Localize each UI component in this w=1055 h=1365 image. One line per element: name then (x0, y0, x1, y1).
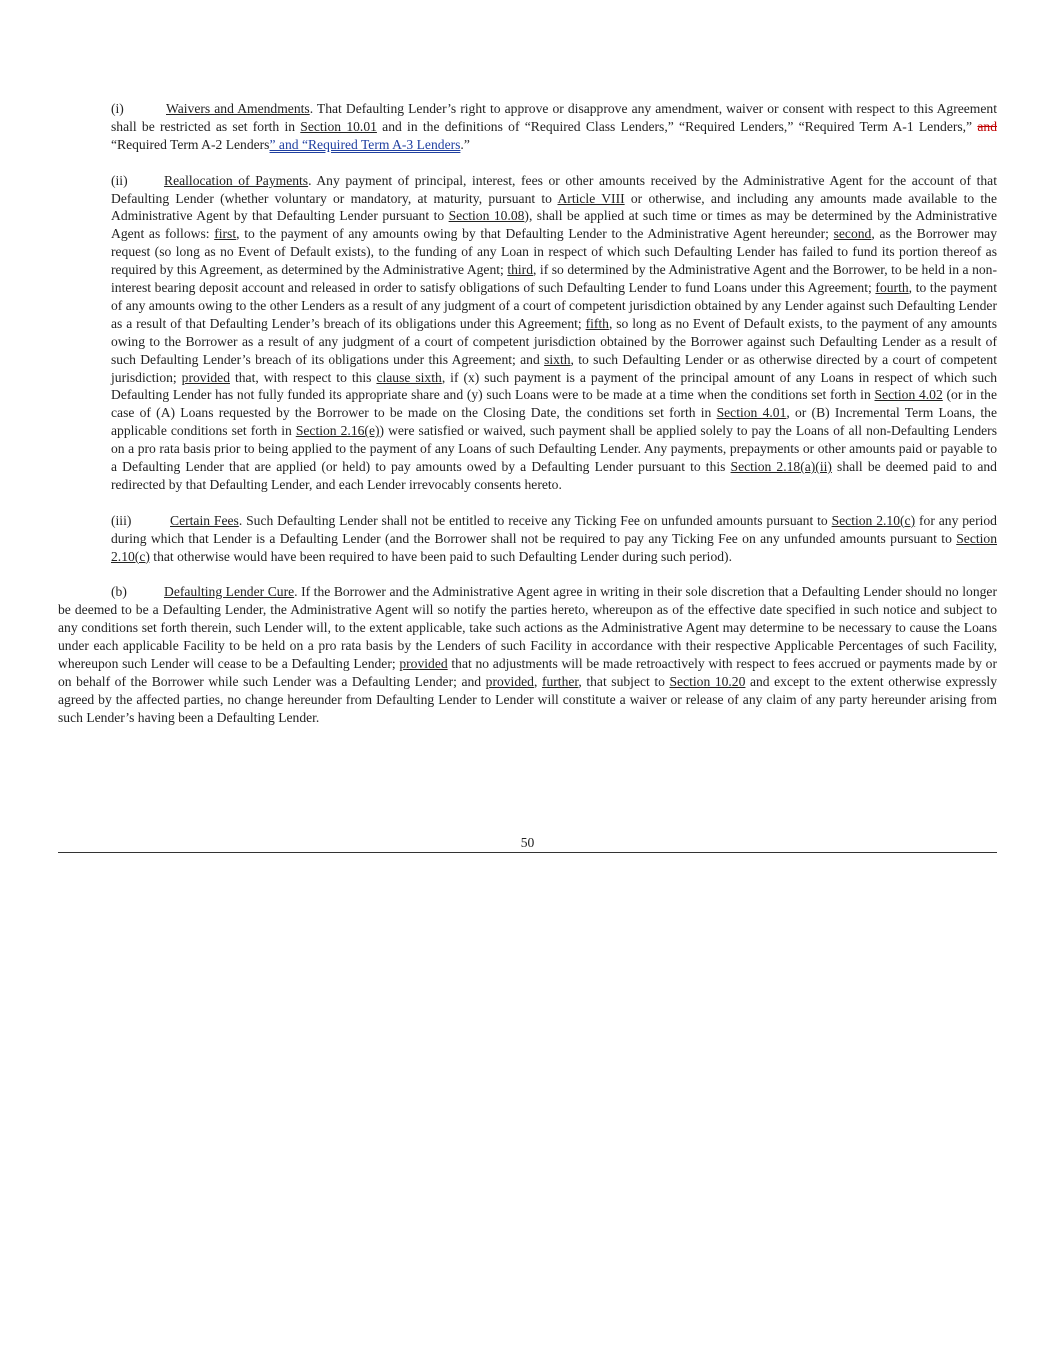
paragraph-waivers: (i) Waivers and Amendments. That Defaulting Lender’s right to approve or disapprove any amendment, waiver or consent with respect to this Agreement shall be restricted as set forth in Section 10.01 and in the definitions of “Required Class Lenders,” “Required Lenders,” “Required Term A-1 Lenders,” and “Required Term A-2 Lenders” and “Required Term A-3 Lenders.” (111, 101, 997, 152)
paragraph-number: (i) (111, 101, 124, 116)
section-reference: Section 10.20 (669, 673, 746, 689)
deleted-text: and (977, 118, 997, 134)
ordinal-sixth: sixth (544, 351, 571, 367)
document-page (58, 100, 998, 850)
paragraph-heading: Waivers and Amendments (166, 101, 310, 116)
paragraph-certain-fees: (iii) Certain Fees. Such Defaulting Lender shall not be entitled to receive any Ticking Fee on unfunded amounts pursuant to Section 2.10(c) for any period during which that Lender is a Defaulting Lender (and the Borrower shall not be required to pay any Ticking Fee on any unfunded amounts pursuant to Section 2.10(c) that otherwise would have been required to have been paid to such Defaulting Lender during such period). (111, 512, 997, 564)
section-reference: Section 10.01 (300, 118, 377, 134)
paragraph-heading: Certain Fees (170, 512, 239, 528)
section-reference: Section 2.10(c) (111, 530, 997, 564)
inserted-text: ” and “Required Term A-3 Lenders (269, 136, 461, 152)
page-number: 50 (520, 835, 535, 850)
ordinal-fifth: fifth (585, 315, 609, 331)
section-reference: Section 10.08 (448, 208, 525, 224)
section-reference: Section 4.01 (716, 405, 787, 421)
further-word: further (541, 673, 579, 689)
paragraph-heading: Defaulting Lender Cure (164, 584, 295, 600)
paragraph-number: (b) (111, 584, 127, 600)
paragraph-heading: Reallocation of Payments (164, 172, 309, 188)
ordinal-third: third (507, 262, 534, 278)
section-reference: Section 2.10(c) (831, 512, 916, 528)
provided-word: provided (399, 656, 448, 672)
ordinal-second: second (833, 226, 872, 242)
section-reference: Section 4.02 (874, 387, 943, 403)
paragraph-number: (ii) (111, 172, 128, 188)
section-reference: Section 2.16(e) (295, 423, 380, 439)
section-reference: Section 2.18(a)(ii) (730, 459, 832, 475)
ordinal-first: first (214, 226, 237, 242)
clause-reference: clause sixth (376, 369, 442, 385)
provided-word: provided (485, 673, 534, 689)
provided-word: provided (181, 369, 230, 385)
paragraph-lender-cure: (b) Defaulting Lender Cure. If the Borrower and the Administrative Agent agree in writing in their sole discretion that a Defaulting Lender should no longer be deemed to be a Defaulting Lender, the Administrative Agent will so notify the parties hereto, whereupon as of the effective date specified in such notice and subject to any conditions set forth therein, such Lender will, to the extent applicable, take such actions as the Administrative Agent may determine to be necessary to cause the Loans under each applicable Facility to be held on a pro rata basis by the Lenders of such Facility in accordance with their respective Applicable Percentages of such Facility, whereupon such Lender will cease to be a Defaulting Lender; provided that no adjustments will be made retroactively with respect to fees accrued or payments made by or on behalf of the Borrower while such Lender was a Defaulting Lender; and provided, further, that subject to Section 10.20 and except to the extent otherwise expressly agreed by the affected parties, no change hereunder from Defaulting Lender to Lender will constitute a waiver or release of any claim of any party hereunder arising from such Lender’s having been a Defaulting Lender. (58, 584, 997, 725)
ordinal-fourth: fourth (875, 280, 909, 296)
paragraph-reallocation: (ii) Reallocation of Payments. Any payment of principal, interest, fees or other amounts received by the Administrative Agent for the account of that Defaulting Lender (whether voluntary or mandatory, at maturity, pursuant to Article VIII or otherwise, and including any amounts made available to the Administrative Agent by that Defaulting Lender pursuant to Section 10.08), shall be applied at such time or times as may be determined by the Administrative Agent as follows: first, to the payment of any amounts owing by that Defaulting Lender to the Administrative Agent hereunder; second, as the Borrower may request (so long as no Event of Default exists), to the funding of any Loan in respect of which such Defaulting Lender has failed to fund its portion thereof as required by this Agreement, as determined by the Administrative Agent; third, if so determined by the Administrative Agent and the Borrower, to be held in a non-interest bearing deposit account and released in order to satisfy obligations of such Defaulting Lender to fund Loans under this Agreement; fourth, to the payment of any amounts owing to the other Lenders as a result of any judgment of a court of competent jurisdiction obtained by any Lender against such Defaulting Lender as a result of that Defaulting Lender’s breach of its obligations under this Agreement; fifth, so long as no Event of Default exists, to the payment of any amounts owing to the Borrower as a result of any judgment of a court of competent jurisdiction obtained by the Borrower against such Defaulting Lender as a result of such Defaulting Lender’s breach of its obligations under this Agreement; and sixth, to such Defaulting Lender or as otherwise directed by a court of competent jurisdiction; provided that, with respect to this clause sixth, if (x) such payment is a payment of the principal amount of any Loans in respect of which such Defaulting Lender has not fully funded its appropriate share and (y) such Loans were to be made at a time when the conditions set forth in Section 4.02 (or in the case of (A) Loans requested by the Borrower to be made on the Closing Date, the conditions set forth in Section 4.01, or (B) Incremental Term Loans, the applicable conditions set forth in Section 2.16(e)) were satisfied or waived, such payment shall be applied solely to pay the Loans of all non-Defaulting Lenders on a pro rata basis prior to being applied to the payment of any Loans of such Defaulting Lender. Any payments, prepayments or other amounts paid or payable to a Defaulting Lender that are applied (or held) to pay amounts owed by a Defaulting Lender pursuant to this Section 2.18(a)(ii) shall be deemed paid to and redirected by that Defaulting Lender, and each Lender irrevocably consents hereto. (111, 172, 998, 493)
paragraph-number: (iii) (111, 512, 132, 528)
article-reference: Article VIII (557, 190, 625, 206)
footer-rule (58, 852, 997, 853)
